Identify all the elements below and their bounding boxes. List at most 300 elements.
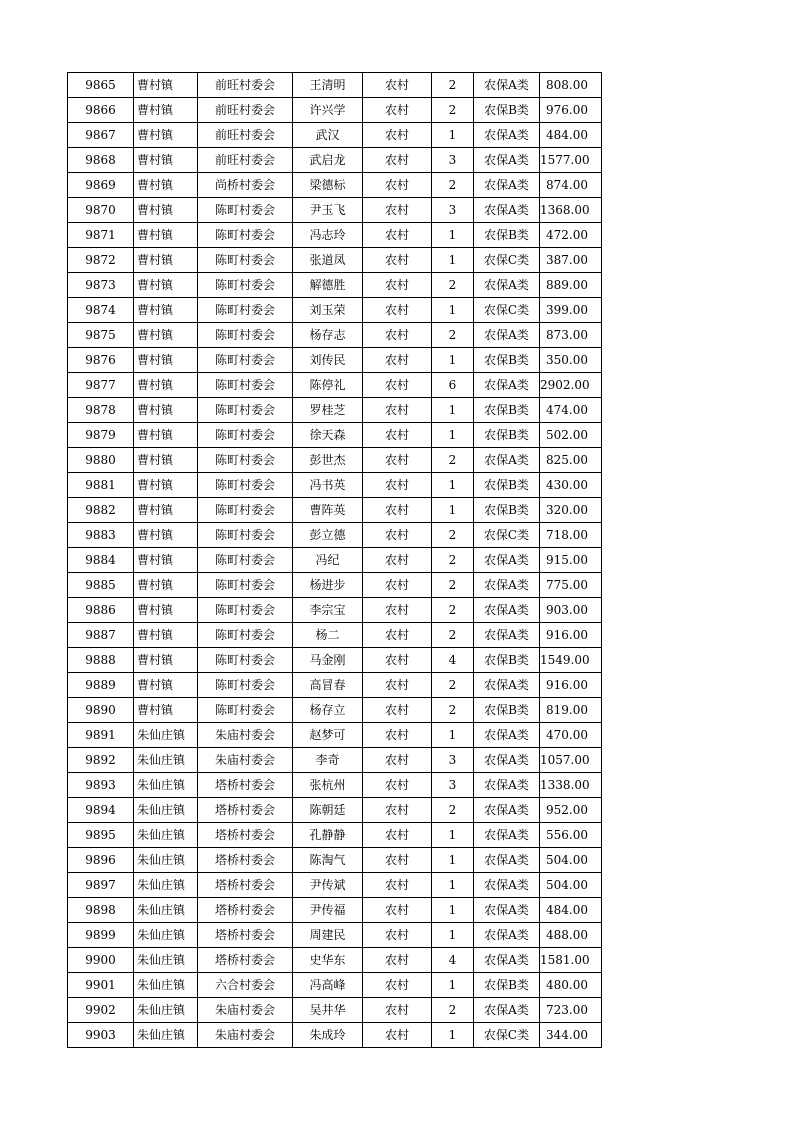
- amount-cell: 504.00: [540, 848, 602, 873]
- table-row: [68, 798, 602, 823]
- table-row: [68, 973, 602, 998]
- table-row: [68, 448, 602, 473]
- insurance-category-cell: 农保A类: [474, 898, 540, 923]
- residence-type-cell: 农村: [363, 748, 432, 773]
- record-id-cell: 9889: [68, 673, 134, 698]
- town-cell: 朱仙庄镇: [134, 798, 198, 823]
- village-committee-cell: 陈町村委会: [198, 423, 293, 448]
- insurance-category-cell: 农保B类: [474, 223, 540, 248]
- village-committee-cell: 前旺村委会: [198, 73, 293, 98]
- village-committee-cell: 塔桥村委会: [198, 948, 293, 973]
- amount-cell: 399.00: [540, 298, 602, 323]
- residence-type-cell: 农村: [363, 323, 432, 348]
- town-cell: 曹村镇: [134, 573, 198, 598]
- name-cell: 曹阵英: [293, 498, 363, 523]
- insurance-category-cell: 农保A类: [474, 148, 540, 173]
- village-committee-cell: 塔桥村委会: [198, 823, 293, 848]
- residence-type-cell: 农村: [363, 598, 432, 623]
- insurance-category-cell: 农保C类: [474, 1023, 540, 1048]
- town-cell: 曹村镇: [134, 423, 198, 448]
- village-committee-cell: 六合村委会: [198, 973, 293, 998]
- household-count-cell: 2: [432, 273, 474, 298]
- residence-type-cell: 农村: [363, 698, 432, 723]
- household-count-cell: 1: [432, 123, 474, 148]
- village-committee-cell: 陈町村委会: [198, 573, 293, 598]
- table-row: [68, 848, 602, 873]
- insurance-category-cell: 农保A类: [474, 623, 540, 648]
- household-count-cell: 3: [432, 773, 474, 798]
- household-count-cell: 3: [432, 748, 474, 773]
- town-cell: 曹村镇: [134, 373, 198, 398]
- village-committee-cell: 陈町村委会: [198, 648, 293, 673]
- record-id-cell: 9870: [68, 198, 134, 223]
- record-id-cell: 9874: [68, 298, 134, 323]
- table-row: [68, 373, 602, 398]
- town-cell: 曹村镇: [134, 98, 198, 123]
- village-committee-cell: 陈町村委会: [198, 473, 293, 498]
- table-row: [68, 173, 602, 198]
- town-cell: 曹村镇: [134, 73, 198, 98]
- insurance-category-cell: 农保A类: [474, 773, 540, 798]
- amount-cell: 484.00: [540, 898, 602, 923]
- table-row: [68, 923, 602, 948]
- town-cell: 朱仙庄镇: [134, 998, 198, 1023]
- village-committee-cell: 塔桥村委会: [198, 848, 293, 873]
- table-row: [68, 598, 602, 623]
- insurance-category-cell: 农保A类: [474, 748, 540, 773]
- household-count-cell: 3: [432, 148, 474, 173]
- table-row: [68, 73, 602, 98]
- residence-type-cell: 农村: [363, 298, 432, 323]
- town-cell: 曹村镇: [134, 273, 198, 298]
- residence-type-cell: 农村: [363, 798, 432, 823]
- amount-cell: 556.00: [540, 823, 602, 848]
- record-id-cell: 9885: [68, 573, 134, 598]
- residence-type-cell: 农村: [363, 523, 432, 548]
- name-cell: 孔静静: [293, 823, 363, 848]
- name-cell: 吴井华: [293, 998, 363, 1023]
- record-id-cell: 9868: [68, 148, 134, 173]
- household-count-cell: 1: [432, 473, 474, 498]
- record-id-cell: 9893: [68, 773, 134, 798]
- amount-cell: 320.00: [540, 498, 602, 523]
- amount-cell: 775.00: [540, 573, 602, 598]
- residence-type-cell: 农村: [363, 648, 432, 673]
- insurance-category-cell: 农保A类: [474, 923, 540, 948]
- insurance-category-cell: 农保B类: [474, 973, 540, 998]
- town-cell: 朱仙庄镇: [134, 723, 198, 748]
- household-count-cell: 1: [432, 723, 474, 748]
- insurance-category-cell: 农保C类: [474, 298, 540, 323]
- village-committee-cell: 朱庙村委会: [198, 723, 293, 748]
- household-count-cell: 3: [432, 198, 474, 223]
- amount-cell: 1338.00: [540, 773, 602, 798]
- residence-type-cell: 农村: [363, 373, 432, 398]
- name-cell: 马金刚: [293, 648, 363, 673]
- household-count-cell: 2: [432, 698, 474, 723]
- household-count-cell: 1: [432, 1023, 474, 1048]
- residence-type-cell: 农村: [363, 548, 432, 573]
- household-count-cell: 1: [432, 923, 474, 948]
- household-count-cell: 1: [432, 223, 474, 248]
- household-count-cell: 4: [432, 648, 474, 673]
- insurance-category-cell: 农保A类: [474, 673, 540, 698]
- village-committee-cell: 前旺村委会: [198, 148, 293, 173]
- town-cell: 曹村镇: [134, 248, 198, 273]
- insurance-category-cell: 农保A类: [474, 998, 540, 1023]
- amount-cell: 1057.00: [540, 748, 602, 773]
- village-committee-cell: 陈町村委会: [198, 398, 293, 423]
- amount-cell: 808.00: [540, 73, 602, 98]
- town-cell: 曹村镇: [134, 473, 198, 498]
- amount-cell: 502.00: [540, 423, 602, 448]
- insurance-category-cell: 农保A类: [474, 73, 540, 98]
- town-cell: 朱仙庄镇: [134, 948, 198, 973]
- household-count-cell: 1: [432, 298, 474, 323]
- name-cell: 冯书英: [293, 473, 363, 498]
- residence-type-cell: 农村: [363, 898, 432, 923]
- insurance-category-cell: 农保A类: [474, 448, 540, 473]
- town-cell: 曹村镇: [134, 598, 198, 623]
- amount-cell: 915.00: [540, 548, 602, 573]
- residence-type-cell: 农村: [363, 873, 432, 898]
- residence-type-cell: 农村: [363, 723, 432, 748]
- household-count-cell: 1: [432, 873, 474, 898]
- village-committee-cell: 陈町村委会: [198, 548, 293, 573]
- name-cell: 朱成玲: [293, 1023, 363, 1048]
- amount-cell: 344.00: [540, 1023, 602, 1048]
- town-cell: 曹村镇: [134, 298, 198, 323]
- name-cell: 尹玉飞: [293, 198, 363, 223]
- table-row: [68, 673, 602, 698]
- amount-cell: 472.00: [540, 223, 602, 248]
- name-cell: 高冒春: [293, 673, 363, 698]
- residence-type-cell: 农村: [363, 773, 432, 798]
- record-id-cell: 9876: [68, 348, 134, 373]
- village-committee-cell: 陈町村委会: [198, 348, 293, 373]
- record-id-cell: 9867: [68, 123, 134, 148]
- amount-cell: 1577.00: [540, 148, 602, 173]
- residence-type-cell: 农村: [363, 573, 432, 598]
- household-count-cell: 1: [432, 973, 474, 998]
- table-row: [68, 723, 602, 748]
- town-cell: 曹村镇: [134, 548, 198, 573]
- record-id-cell: 9902: [68, 998, 134, 1023]
- table-row: [68, 698, 602, 723]
- town-cell: 朱仙庄镇: [134, 748, 198, 773]
- insurance-category-cell: 农保C类: [474, 523, 540, 548]
- record-id-cell: 9872: [68, 248, 134, 273]
- insurance-category-cell: 农保A类: [474, 123, 540, 148]
- village-committee-cell: 前旺村委会: [198, 98, 293, 123]
- table-row: [68, 773, 602, 798]
- record-id-cell: 9866: [68, 98, 134, 123]
- village-committee-cell: 前旺村委会: [198, 123, 293, 148]
- record-id-cell: 9880: [68, 448, 134, 473]
- village-committee-cell: 塔桥村委会: [198, 923, 293, 948]
- name-cell: 彭世杰: [293, 448, 363, 473]
- residence-type-cell: 农村: [363, 423, 432, 448]
- household-count-cell: 2: [432, 673, 474, 698]
- household-count-cell: 2: [432, 523, 474, 548]
- town-cell: 曹村镇: [134, 448, 198, 473]
- village-committee-cell: 朱庙村委会: [198, 998, 293, 1023]
- table-row: [68, 323, 602, 348]
- town-cell: 曹村镇: [134, 148, 198, 173]
- record-id-cell: 9891: [68, 723, 134, 748]
- insurance-category-cell: 农保A类: [474, 198, 540, 223]
- amount-cell: 916.00: [540, 673, 602, 698]
- amount-cell: 952.00: [540, 798, 602, 823]
- amount-cell: 350.00: [540, 348, 602, 373]
- town-cell: 曹村镇: [134, 523, 198, 548]
- amount-cell: 1581.00: [540, 948, 602, 973]
- residence-type-cell: 农村: [363, 948, 432, 973]
- table-row: [68, 873, 602, 898]
- village-committee-cell: 朱庙村委会: [198, 1023, 293, 1048]
- table-row: [68, 948, 602, 973]
- insurance-category-cell: 农保A类: [474, 173, 540, 198]
- household-count-cell: 1: [432, 898, 474, 923]
- table-row: [68, 98, 602, 123]
- household-count-cell: 1: [432, 848, 474, 873]
- insurance-category-cell: 农保B类: [474, 423, 540, 448]
- residence-type-cell: 农村: [363, 223, 432, 248]
- amount-cell: 387.00: [540, 248, 602, 273]
- village-committee-cell: 陈町村委会: [198, 373, 293, 398]
- town-cell: 曹村镇: [134, 123, 198, 148]
- amount-cell: 470.00: [540, 723, 602, 748]
- household-count-cell: 1: [432, 498, 474, 523]
- table-row: [68, 423, 602, 448]
- residence-type-cell: 农村: [363, 998, 432, 1023]
- name-cell: 冯志玲: [293, 223, 363, 248]
- town-cell: 朱仙庄镇: [134, 923, 198, 948]
- town-cell: 朱仙庄镇: [134, 848, 198, 873]
- village-committee-cell: 朱庙村委会: [198, 748, 293, 773]
- village-committee-cell: 塔桥村委会: [198, 773, 293, 798]
- household-count-cell: 2: [432, 623, 474, 648]
- village-committee-cell: 陈町村委会: [198, 223, 293, 248]
- insurance-category-cell: 农保B类: [474, 498, 540, 523]
- household-count-cell: 2: [432, 98, 474, 123]
- insurance-category-cell: 农保A类: [474, 373, 540, 398]
- record-id-cell: 9899: [68, 923, 134, 948]
- village-committee-cell: 陈町村委会: [198, 523, 293, 548]
- name-cell: 梁德标: [293, 173, 363, 198]
- name-cell: 周建民: [293, 923, 363, 948]
- household-count-cell: 2: [432, 448, 474, 473]
- amount-cell: 488.00: [540, 923, 602, 948]
- household-count-cell: 2: [432, 323, 474, 348]
- residence-type-cell: 农村: [363, 473, 432, 498]
- name-cell: 李奇: [293, 748, 363, 773]
- residence-type-cell: 农村: [363, 673, 432, 698]
- village-committee-cell: 陈町村委会: [198, 198, 293, 223]
- insurance-category-cell: 农保B类: [474, 698, 540, 723]
- village-committee-cell: 陈町村委会: [198, 273, 293, 298]
- record-id-cell: 9894: [68, 798, 134, 823]
- amount-cell: 889.00: [540, 273, 602, 298]
- household-count-cell: 1: [432, 423, 474, 448]
- insurance-category-cell: 农保A类: [474, 873, 540, 898]
- name-cell: 冯高峰: [293, 973, 363, 998]
- residence-type-cell: 农村: [363, 348, 432, 373]
- record-id-cell: 9897: [68, 873, 134, 898]
- record-id-cell: 9877: [68, 373, 134, 398]
- record-id-cell: 9903: [68, 1023, 134, 1048]
- household-count-cell: 4: [432, 948, 474, 973]
- name-cell: 冯纪: [293, 548, 363, 573]
- insurance-category-cell: 农保B类: [474, 398, 540, 423]
- record-id-cell: 9892: [68, 748, 134, 773]
- residence-type-cell: 农村: [363, 248, 432, 273]
- town-cell: 曹村镇: [134, 223, 198, 248]
- household-count-cell: 2: [432, 598, 474, 623]
- household-count-cell: 1: [432, 248, 474, 273]
- record-id-cell: 9887: [68, 623, 134, 648]
- household-count-cell: 1: [432, 398, 474, 423]
- record-id-cell: 9869: [68, 173, 134, 198]
- name-cell: 张道凤: [293, 248, 363, 273]
- amount-cell: 873.00: [540, 323, 602, 348]
- name-cell: 彭立德: [293, 523, 363, 548]
- name-cell: 徐天森: [293, 423, 363, 448]
- name-cell: 张杭州: [293, 773, 363, 798]
- table-row: [68, 573, 602, 598]
- village-committee-cell: 陈町村委会: [198, 448, 293, 473]
- record-id-cell: 9881: [68, 473, 134, 498]
- table-row: [68, 998, 602, 1023]
- amount-cell: 1368.00: [540, 198, 602, 223]
- insurance-category-cell: 农保A类: [474, 323, 540, 348]
- residence-type-cell: 农村: [363, 198, 432, 223]
- village-committee-cell: 尚桥村委会: [198, 173, 293, 198]
- residence-type-cell: 农村: [363, 98, 432, 123]
- table-row: [68, 548, 602, 573]
- insurance-category-cell: 农保A类: [474, 948, 540, 973]
- record-id-cell: 9883: [68, 523, 134, 548]
- record-id-cell: 9878: [68, 398, 134, 423]
- household-count-cell: 2: [432, 73, 474, 98]
- name-cell: 赵梦可: [293, 723, 363, 748]
- amount-cell: 916.00: [540, 623, 602, 648]
- table-row: [68, 123, 602, 148]
- village-committee-cell: 陈町村委会: [198, 298, 293, 323]
- table-row: [68, 473, 602, 498]
- insurance-category-cell: 农保B类: [474, 648, 540, 673]
- table-row: [68, 823, 602, 848]
- name-cell: 陈停礼: [293, 373, 363, 398]
- amount-cell: 474.00: [540, 398, 602, 423]
- household-count-cell: 2: [432, 998, 474, 1023]
- name-cell: 杨存志: [293, 323, 363, 348]
- insurance-category-cell: 农保A类: [474, 548, 540, 573]
- table-row: [68, 498, 602, 523]
- residence-type-cell: 农村: [363, 73, 432, 98]
- town-cell: 朱仙庄镇: [134, 873, 198, 898]
- insurance-category-cell: 农保A类: [474, 573, 540, 598]
- town-cell: 曹村镇: [134, 173, 198, 198]
- village-committee-cell: 陈町村委会: [198, 323, 293, 348]
- town-cell: 朱仙庄镇: [134, 823, 198, 848]
- table-row: [68, 273, 602, 298]
- amount-cell: 903.00: [540, 598, 602, 623]
- table-row: [68, 223, 602, 248]
- amount-cell: 976.00: [540, 98, 602, 123]
- household-count-cell: 1: [432, 823, 474, 848]
- name-cell: 杨存立: [293, 698, 363, 723]
- table-row: [68, 298, 602, 323]
- insurance-category-cell: 农保A类: [474, 848, 540, 873]
- record-id-cell: 9901: [68, 973, 134, 998]
- town-cell: 朱仙庄镇: [134, 898, 198, 923]
- residence-type-cell: 农村: [363, 173, 432, 198]
- residence-type-cell: 农村: [363, 448, 432, 473]
- name-cell: 解德胜: [293, 273, 363, 298]
- residence-type-cell: 农村: [363, 498, 432, 523]
- residence-type-cell: 农村: [363, 273, 432, 298]
- insurance-category-cell: 农保A类: [474, 798, 540, 823]
- town-cell: 曹村镇: [134, 698, 198, 723]
- residence-type-cell: 农村: [363, 623, 432, 648]
- insurance-category-cell: 农保C类: [474, 248, 540, 273]
- insurance-category-cell: 农保A类: [474, 598, 540, 623]
- insurance-category-cell: 农保B类: [474, 348, 540, 373]
- record-id-cell: 9871: [68, 223, 134, 248]
- village-committee-cell: 陈町村委会: [198, 498, 293, 523]
- residence-type-cell: 农村: [363, 923, 432, 948]
- household-count-cell: 2: [432, 798, 474, 823]
- town-cell: 曹村镇: [134, 648, 198, 673]
- name-cell: 尹传福: [293, 898, 363, 923]
- name-cell: 陈淘气: [293, 848, 363, 873]
- household-count-cell: 1: [432, 348, 474, 373]
- record-id-cell: 9888: [68, 648, 134, 673]
- village-committee-cell: 陈町村委会: [198, 673, 293, 698]
- amount-cell: 723.00: [540, 998, 602, 1023]
- village-committee-cell: 塔桥村委会: [198, 898, 293, 923]
- table-row: [68, 198, 602, 223]
- town-cell: 曹村镇: [134, 198, 198, 223]
- name-cell: 尹传斌: [293, 873, 363, 898]
- name-cell: 武汉: [293, 123, 363, 148]
- village-committee-cell: 塔桥村委会: [198, 798, 293, 823]
- table-row: [68, 348, 602, 373]
- record-id-cell: 9884: [68, 548, 134, 573]
- table-row: [68, 623, 602, 648]
- record-id-cell: 9882: [68, 498, 134, 523]
- insurance-category-cell: 农保B类: [474, 98, 540, 123]
- name-cell: 陈朝廷: [293, 798, 363, 823]
- residence-type-cell: 农村: [363, 1023, 432, 1048]
- town-cell: 曹村镇: [134, 323, 198, 348]
- name-cell: 王清明: [293, 73, 363, 98]
- household-count-cell: 2: [432, 573, 474, 598]
- record-id-cell: 9896: [68, 848, 134, 873]
- amount-cell: 874.00: [540, 173, 602, 198]
- town-cell: 朱仙庄镇: [134, 1023, 198, 1048]
- residence-type-cell: 农村: [363, 123, 432, 148]
- insurance-category-cell: 农保A类: [474, 723, 540, 748]
- table-row: [68, 248, 602, 273]
- residence-type-cell: 农村: [363, 848, 432, 873]
- name-cell: 李宗宝: [293, 598, 363, 623]
- amount-cell: 484.00: [540, 123, 602, 148]
- record-id-cell: 9865: [68, 73, 134, 98]
- amount-cell: 718.00: [540, 523, 602, 548]
- name-cell: 杨进步: [293, 573, 363, 598]
